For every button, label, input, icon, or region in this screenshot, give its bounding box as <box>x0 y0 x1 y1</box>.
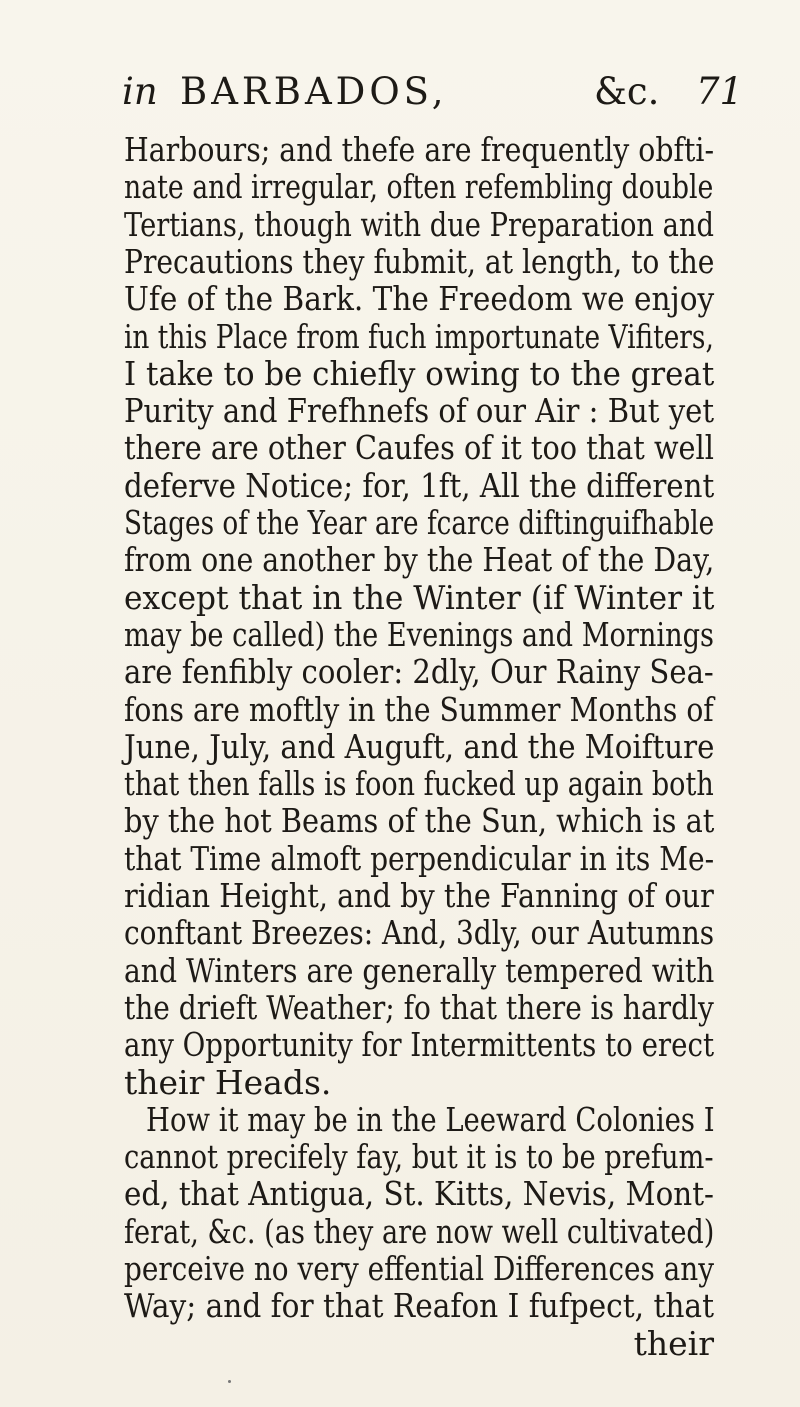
text-run: there are other Caufes of it too that well <box>124 428 714 468</box>
print-speck <box>228 1380 231 1383</box>
text-run: Our Rainy Sea- <box>480 652 714 692</box>
text-run: , <box>504 1174 523 1214</box>
text-run: , <box>190 726 210 766</box>
header-etc: &c. <box>594 70 660 113</box>
text-run: , <box>364 1174 384 1214</box>
italic-run: Nevis <box>522 1174 607 1214</box>
italic-run: 1ft, <box>420 465 471 505</box>
italic-run: June <box>124 726 191 766</box>
text-run: Ufe of the <box>124 279 283 319</box>
text-run: cannot precifely fay, but it is to be prefum- <box>124 1137 714 1177</box>
text-line <box>124 1282 714 1330</box>
text-run: in this Place from fuch importunate Vifiters, <box>124 316 714 356</box>
text-run: I take to be chiefly owing to the great <box>124 353 715 393</box>
italic-run: 3dly, <box>455 913 522 953</box>
italic-run: Auguft <box>344 726 445 766</box>
text-run: are fenfibly cooler: <box>124 652 413 692</box>
text-run: their <box>633 1323 714 1363</box>
text-run: ridian Height, and by the Fanning of our <box>124 876 714 915</box>
text-run: conftant Breezes: And, <box>124 913 456 953</box>
text-run: , <box>606 1174 626 1214</box>
text-run: , and <box>261 726 345 766</box>
text-run: ed, that <box>124 1174 249 1214</box>
text-run: fons are moftly in the Summer Months of <box>124 689 714 729</box>
text-run: How it may be in the <box>146 1099 446 1139</box>
text-run: and Winters are generally tempered with <box>124 950 715 990</box>
header-preposition: in <box>122 70 158 113</box>
text-run: nate and irregular, often refembling double <box>124 167 714 207</box>
italic-run: Tertians <box>124 204 237 244</box>
italic-run: July <box>209 726 262 766</box>
text-run: the drieft Weather; fo that there is hardly <box>124 987 714 1027</box>
italic-run: Mont- <box>625 1174 714 1214</box>
text-run: except that in the Winter (if Winter it <box>124 577 715 617</box>
text-run: from one another by the Heat of the Day, <box>124 540 715 580</box>
italic-run: ferat <box>124 1211 191 1251</box>
italic-run: St. Kitts <box>383 1174 505 1214</box>
italic-run: 2dly, <box>412 652 481 692</box>
text-run: Harbours; and thefe are frequently obfti- <box>124 130 715 169</box>
text-run: All the different <box>470 465 715 505</box>
italic-run: Antigua <box>248 1174 365 1214</box>
text-run: , and the Moifture <box>444 726 715 766</box>
text-run: I <box>695 1099 715 1139</box>
text-run: Way; and for that Reafon I fufpect, that <box>124 1286 714 1326</box>
text-run: , though with due Preparation and <box>236 204 714 244</box>
text-run: that then falls is foon fucked up again both <box>124 764 714 804</box>
text-run: , <box>190 1211 208 1251</box>
text-run: Stages of the Year are fcarce diftinguifhable <box>124 503 715 542</box>
text-run: perceive no very effential Differences any <box>124 1249 714 1288</box>
text-run: any Opportunity for Intermittents to erect <box>124 1025 715 1065</box>
italic-run: Bark. <box>282 279 364 319</box>
text-run: that Time almoft perpendicular in its Me- <box>124 838 715 878</box>
text-run: Precautions they fubmit, at length, to the <box>124 241 715 281</box>
page-number: 71 <box>696 70 744 113</box>
text-line <box>634 1320 714 1368</box>
text-run: our Autumns <box>521 913 715 953</box>
text-run: may be called) the Evenings and Mornings <box>124 614 715 654</box>
text-run: their Heads. <box>124 1062 332 1102</box>
header-place: BARBADOS, <box>180 70 448 113</box>
text-run: by the hot Beams of the Sun, which is at <box>124 801 715 841</box>
text-run: Purity and Frefhnefs of our Air : But yet <box>124 391 715 431</box>
text-run: The Freedom we enjoy <box>363 279 715 319</box>
italic-run: &c. <box>207 1211 256 1251</box>
text-run: (as they are now well cultivated) <box>255 1211 715 1251</box>
italic-run: Leeward Colonies <box>445 1099 696 1139</box>
text-run: deferve Notice; for, <box>124 465 421 505</box>
